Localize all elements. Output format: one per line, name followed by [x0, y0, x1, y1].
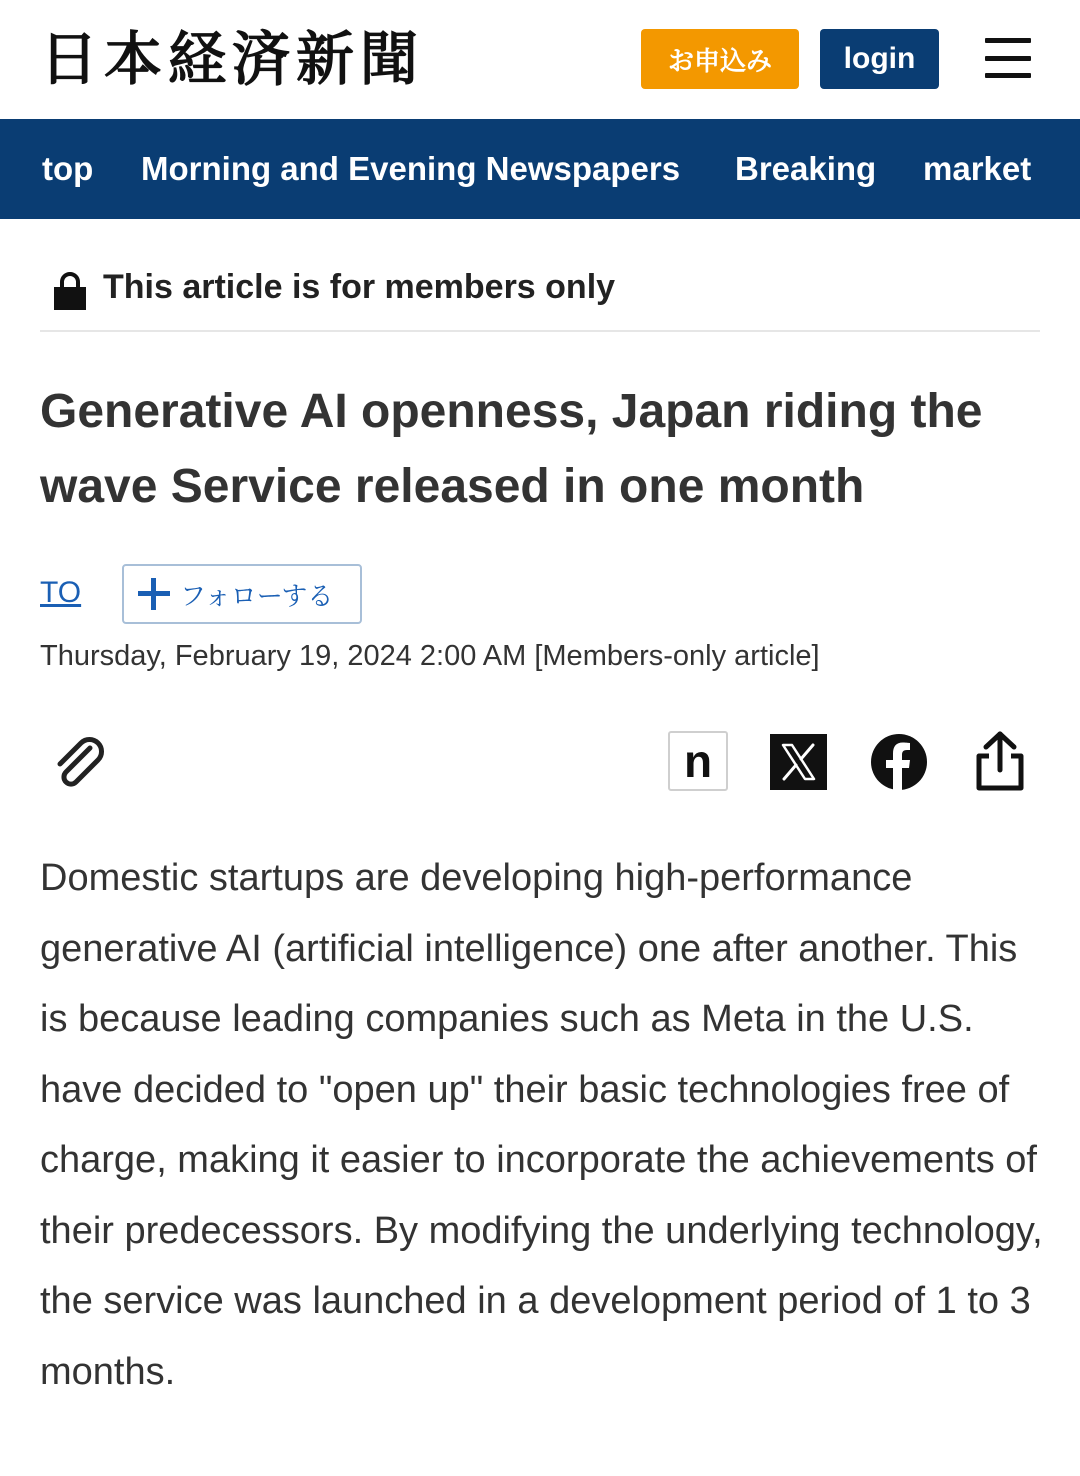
- menu-bar: [985, 38, 1031, 43]
- hamburger-menu-icon[interactable]: [985, 38, 1031, 78]
- follow-label: フォローする: [180, 581, 334, 612]
- main-nav: [0, 119, 1080, 219]
- nav-item-market[interactable]: market: [923, 150, 1032, 187]
- lock-icon: [54, 272, 86, 310]
- menu-bar: [985, 73, 1031, 78]
- nav-item-newspapers[interactable]: Morning and Evening Newspapers: [141, 150, 681, 187]
- article-dateline: Thursday, February 19, 2024 2:00 AM [Members-only article]: [40, 640, 820, 672]
- article-body: Domestic startups are developing high-performance generative AI (artificial intelligence) one after another. This is because leading companies such as Meta in the U.S. have decided to "open up" their basic technologies free of charge, making it easier to incorporate the achievements of their predecessors. By modifying the underlying technology, the service was launched in a development period of 1 to 3 months.: [40, 857, 1043, 1393]
- facebook-icon[interactable]: [871, 734, 927, 790]
- nav-item-breaking[interactable]: Breaking: [735, 150, 877, 187]
- follow-button[interactable]: [122, 564, 362, 624]
- nav-item-top[interactable]: top: [42, 150, 94, 187]
- paperclip-icon[interactable]: [50, 734, 110, 794]
- apply-button[interactable]: お申込み: [641, 29, 799, 89]
- menu-bar: [985, 56, 1031, 61]
- login-button[interactable]: login: [820, 29, 939, 89]
- x-icon[interactable]: [770, 734, 827, 790]
- article-title: Generative AI openness, Japan riding the wave Service released in one month: [40, 385, 983, 513]
- plus-icon: [138, 578, 170, 610]
- notice-text: This article is for members only: [103, 268, 616, 306]
- author-link[interactable]: TO: [40, 576, 82, 609]
- site-header: [0, 0, 1080, 119]
- note-icon[interactable]: n: [668, 731, 728, 791]
- members-only-notice: [40, 262, 1040, 332]
- site-logo[interactable]: 日本経済新聞: [40, 25, 425, 93]
- share-icon[interactable]: [974, 730, 1026, 792]
